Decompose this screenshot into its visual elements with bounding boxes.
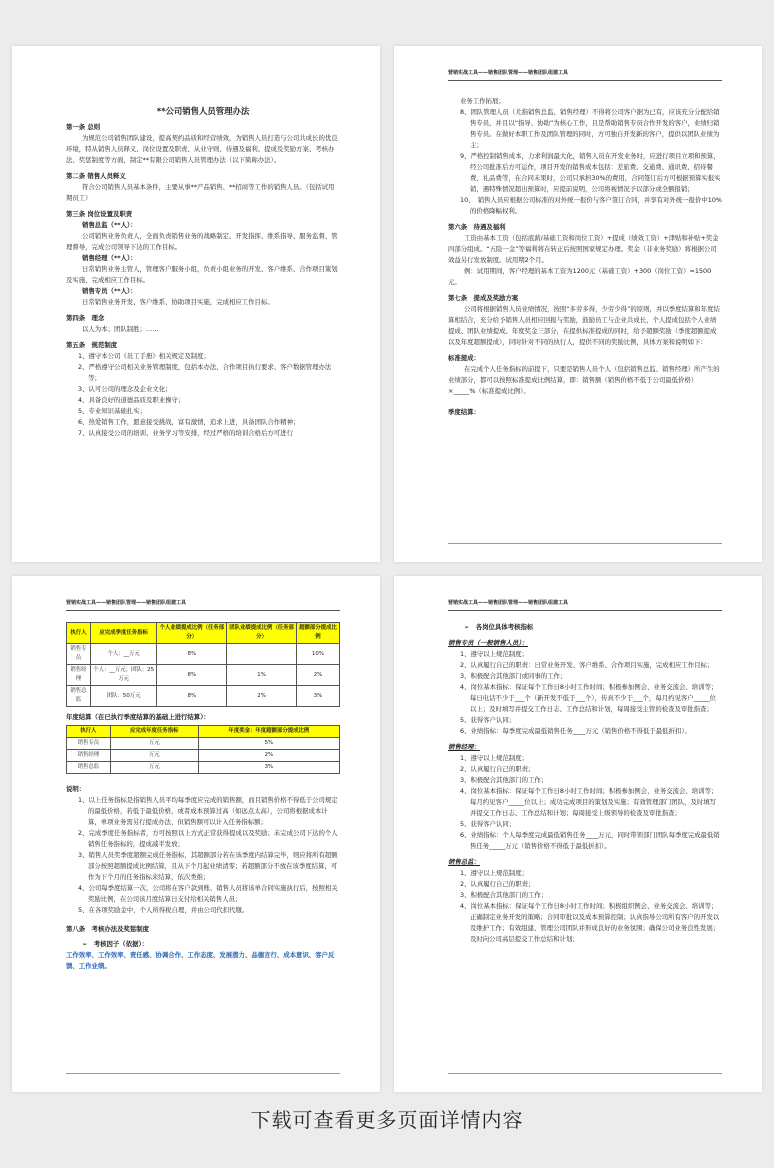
table-header: 应完成季度任务指标 xyxy=(90,623,157,644)
document-page-2 xyxy=(394,46,762,562)
list-item: 3、积极配合其他部门的工作； xyxy=(460,776,548,784)
section-title: 第三条 岗位设置及职责 xyxy=(66,210,133,218)
table-header: 执行人 xyxy=(67,623,91,644)
section-title: 第五条 规范制度 xyxy=(66,341,118,349)
year-table xyxy=(66,725,340,774)
paragraph: 符合公司销售人员基本条件，主要从事**产品销售、**招商等工作的销售人员。（包括试用期员工） xyxy=(66,183,335,202)
quarter-table xyxy=(66,622,340,707)
list-item: 2、严格遵守公司相关业务管理制度，包括本办法、合作项目执行要求、客户数据管理办法等； xyxy=(78,363,332,382)
table-row xyxy=(67,762,340,774)
table-row xyxy=(67,644,340,665)
list-item: 4、具备良好的道德品质及职业操守； xyxy=(78,396,185,404)
document-page-1 xyxy=(12,46,380,562)
list-item: 6、热爱销售工作，愿意接受挑战，富有激情，追求上进，具备团队合作精神； xyxy=(78,418,300,426)
table-cell: 8% xyxy=(157,665,227,686)
table-row xyxy=(67,738,340,750)
list-item: 5、获得客户认同； xyxy=(460,820,516,828)
role-name: 销售总监（**人）： xyxy=(82,221,137,229)
paragraph: 为规范公司销售团队建设，提高契约品质和经营绩效，为销售人员打造与公司共成长的优良环境，特从销售人员释义、岗位设置及职责、从业守则、待遇及福利、提成及奖励方案、考核办法、奖惩制度等方面，制定**有限公司销售人员管理办法（以下简称办法）。 xyxy=(66,134,338,164)
document-page-4 xyxy=(394,576,762,1092)
list-item: 业务工作拓展； xyxy=(460,97,505,105)
page-header: 营销实战工具——销售团队管理——销售团队组建工具 xyxy=(66,598,340,611)
table-cell: 个人：__万元；团队：25万元 xyxy=(90,665,157,686)
section-title: 季度结算： xyxy=(448,408,480,416)
list-item: 4、岗位基本指标：保证每个工作日8小时工作时间；积极参加例会、业务交流会、培训等；每日电话不少于___个（新开发不低于___个），传真不少于___个，每月约见客户_____位以上；及时填写并提交工作日志、工作总结和计划，每周接受主管的检查及审批指查； xyxy=(460,683,718,713)
section-title: 说明： xyxy=(66,785,86,793)
list-item: 6、业绩指标：每季度完成最低销售任务____万元（销售价格不得低于最低折扣）。 xyxy=(460,727,691,735)
list-item: 8、团队管理人员（尤指销售总监、销售经理）不得将公司客户据为已有，应该充分分配给销售专员，并且以“指导、协助”为核心工作，且是帮助销售专员合作开发的客户，业绩归销售专员。在做好本职工作及团队管理的同时，方可独自开发新的客户，提供以团队业绩为主； xyxy=(460,108,720,149)
list-item: 2、完成季度任务指标者，方可按照以上方式正常获得提成以及奖励；未完成公司下达的个人销售任务指标的，提成减半发放； xyxy=(78,829,338,848)
table-header: 年度奖金：年度超额部分提成比例 xyxy=(198,726,339,738)
page-header: 营销实战工具——销售团队管理——销售团队组建工具 xyxy=(448,68,722,81)
table-cell: 3% xyxy=(198,762,339,774)
role-name: 销售专员（**人）： xyxy=(82,287,137,295)
list-item: 1、以上任务指标是指销售人员平均每季度应完成的销售额，而且销售价格不得低于公司规定的最低价格，若低于最低价格，或者成本预算过高（如远点太高），公司将根据成本计算，单项业务需另行提成办法，但销售额可以计入任务指标额； xyxy=(78,796,338,826)
page-footer-rule xyxy=(66,1073,340,1074)
table-cell: 1% xyxy=(227,665,297,686)
table-cell: 2% xyxy=(198,750,339,762)
list-item: 1、遵守以上规范制度； xyxy=(460,869,528,877)
table-cell: 8% xyxy=(157,644,227,665)
page-header: 营销实战工具——销售团队管理——销售团队组建工具 xyxy=(448,598,722,611)
table-header: 个人业绩提成比例（任务部分） xyxy=(157,623,227,644)
list-item: 5、在各项奖励金中，个人所得税自理，并由公司代扣代缴。 xyxy=(78,906,249,914)
table-cell: 2% xyxy=(227,686,297,707)
section-title: 标准提成： xyxy=(448,354,480,362)
document-page-3 xyxy=(12,576,380,1092)
paragraph: 日常销售业务开发、客户维系、协助项目实施，完成相应工作目标。 xyxy=(82,298,274,306)
table-cell: 销售专员 xyxy=(67,644,91,665)
page-footer-rule xyxy=(448,1073,722,1074)
paragraph: 公司将根据销售人员业绩情况，按照“多劳多得，少劳少得”的原则，并以季度结算和年度结算相结合，充分给予销售人员相应回报与奖励，鼓励员工与企业共成长，个人提成包括个人业绩提成、团队业绩提成、年度奖金三部分，在提供标准提成的同时，给予超额奖励（季度超额提成以及年度超额提成），同时针对不同的执行人，提供不同的奖励比例，具体方案和说明如下： xyxy=(448,305,720,346)
paragraph: 公司销售业务负责人，全面负责销售业务的战略制定、开发指挥、维系指导、服务监督、管理督导，完成公司领导下达的工作目标。 xyxy=(66,232,338,251)
list-item: 4、岗位基本指标：保证每个工作日8小时工作时间；积极参加例会、业务交流会、培训等；每月约见客户_____位以上；成功完成项目的策划及实施；有效管理部门团队，及时填写并提交工作日志、工作总结和计划；每周接受上级领导的检查及审批指查； xyxy=(460,787,718,817)
table-header: 执行人 xyxy=(67,726,111,738)
role-heading: 销售总监： xyxy=(448,858,480,866)
table-cell: 万元 xyxy=(110,738,198,750)
section-title: 第四条 理念 xyxy=(66,314,105,322)
paragraph: 工资由基本工资（包括底薪/基础工资和岗位工资）+提成（绩效工资）+津贴和补贴+奖金四部分组成。“五险一金”等福利将在转正后按照国家规定办理。奖金（非业务奖励）将根据公司效益另行发放制度。试用期2个月。 xyxy=(448,234,719,264)
paragraph: 日常销售业务主管人，管理客户服务小组，负责小组业务的开发、客户维系、合作项目策划及实施，完成相应工作目标。 xyxy=(66,265,338,284)
table-cell: 销售经理 xyxy=(67,665,91,686)
list-item: 1、遵守以上规范制度； xyxy=(460,650,528,658)
list-item: 3、认可公司的理念及企业文化； xyxy=(78,385,172,393)
list-item: 7、认真接受公司的培训、业务学习等安排，经过严格的培训合格后方可进行 xyxy=(78,429,293,437)
table-cell: 10% xyxy=(296,644,339,665)
list-item: 2、认真履行自己的职责； xyxy=(460,880,535,888)
subsection-title: ➢ 各岗位具体考核指标 xyxy=(464,623,534,631)
list-item: 10、 销售人员应根据公司标准的对外统一报价与客户签订合同，并享有对外统一报价中10%的价格降幅权利。 xyxy=(460,196,722,215)
table-cell: 销售总监 xyxy=(67,762,111,774)
list-item: 5、专业知识基础扎实； xyxy=(78,407,146,415)
role-name: 销售经理（**人）： xyxy=(82,254,137,262)
table-cell: 销售专员 xyxy=(67,738,111,750)
table-cell: 销售总监 xyxy=(67,686,91,707)
highlight-text: 工作效率、工作效率、责任感、协调合作、工作态度、发展潜力、品德言行、成本意识、客户反馈、工作业绩。 xyxy=(66,951,335,970)
section-title: 第八条 考核办法及奖惩制度 xyxy=(66,925,150,933)
section-title: 年度结算（在已执行季度结算的基础上进行结算）： xyxy=(66,713,210,721)
document-title: **公司销售人员管理办法 xyxy=(156,106,250,116)
download-caption: 下载可查看更多页面详情内容 xyxy=(250,1108,524,1132)
table-cell: 销售经理 xyxy=(67,750,111,762)
table-header: 应完成年度任务指标 xyxy=(110,726,198,738)
role-heading: 销售经理： xyxy=(448,743,480,751)
table-cell: 8% xyxy=(157,686,227,707)
list-item: 3、积极配合其他部门或同事的工作； xyxy=(460,672,567,680)
table-cell: 团队：50万元 xyxy=(90,686,157,707)
page-footer-rule xyxy=(448,543,722,544)
list-item: 9、严格控制销售成本，力求利润最大化，销售人员在开发业务时，应进行项目立项和预算，经公司批准后方可运作，项目开发的销售成本包括：差旅费、交通费、通讯费、招待餐费、礼品费等，在合同未果时，公司只承担30%的费用，合同签订后方可根据预算实报实销，遇特殊情况超出预算时，应提前说明，公司将视情况予以部分或全额报销； xyxy=(460,152,721,193)
table-cell: 个人：__万元 xyxy=(90,644,157,665)
paragraph: 例：试用期间，客户经理的基本工资为1200元（基础工资）+300（岗位工资）=1500元。 xyxy=(448,267,712,286)
list-item: 2、认真履行自己的职责； xyxy=(460,765,535,773)
table-row xyxy=(67,750,340,762)
table-cell xyxy=(227,644,297,665)
table-header: 超额部分提成比例 xyxy=(296,623,339,644)
subsection-title: ➢ 考核因子（依据）： xyxy=(82,940,149,948)
list-item: 3、积极配合其他部门的工作； xyxy=(460,891,548,899)
table-cell: 2% xyxy=(296,665,339,686)
table-cell: 万元 xyxy=(110,750,198,762)
list-item: 1、遵守本公司《员工手册》相关规定及制度； xyxy=(78,352,210,360)
section-title: 第二条 销售人员释义 xyxy=(66,172,126,180)
paragraph: 以人为本；团队制胜；…… xyxy=(82,325,159,333)
paragraph: 在完成个人任务指标的前提下，只要是销售人员个人（包括销售总监、销售经理）所产生的业绩部分，都可以按照标准提成比例结算，即：销售额（销售价格不低于公司最低价格）×_____%（标准提成比例）。 xyxy=(448,365,720,395)
section-title: 第一条 总则 xyxy=(66,123,101,131)
list-item: 1、遵守以上规范制度； xyxy=(460,754,528,762)
list-item: 4、岗位基本指标：保证每个工作日8小时工作时间；积极组织例会、业务交流会、培训等；正确制定业务开发的策略；合同审批以及成本预算控制；认真指导公司所有客户的开发以及维护工作；有效组建、管理公司团队并形成良好的业务氛围；确保公司业务良性发展；及时向公司高层提交工作总结和计划； xyxy=(460,902,720,943)
list-item: 5、获得客户认同； xyxy=(460,716,516,724)
table-cell: 5% xyxy=(198,738,339,750)
table-cell: 3% xyxy=(296,686,339,707)
table-cell: 万元 xyxy=(110,762,198,774)
table-row xyxy=(67,686,340,707)
section-title: 第七条 提成及奖励方案 xyxy=(448,294,519,302)
list-item: 6、业绩指标：个人每季度完成最低销售任务____万元，同时带领部门团队每季度完成最低销售任务_____万元（销售价格不得低于最低折扣）。 xyxy=(460,831,720,850)
role-heading: 销售专员（一般销售人员）： xyxy=(448,639,528,647)
table-header: 团队业绩提成比例（任务部分） xyxy=(227,623,297,644)
list-item: 3、销售人员奖季度超额完成任务指标，其超额部分若在该季度内结算完毕，则应将所有超额部分按照超额提成比例结算，且从下个月起业绩清零；若超额部分不放在该季度结算，可作为下个月的任务指标来结算，依次类推； xyxy=(78,851,338,881)
list-item: 4、公司每季度结算一次，公司将在客户款到账、销售人员将该单合同实施执行后，按照相关奖励比例，在公司该月度结算日支付给相关销售人员； xyxy=(78,884,338,903)
list-item: 2、认真履行自己的职责：日常业务开发、客户维系、合作项目实施，完成相应工作目标； xyxy=(460,661,714,669)
section-title: 第六条 待遇及福利 xyxy=(448,223,506,231)
table-row xyxy=(67,665,340,686)
